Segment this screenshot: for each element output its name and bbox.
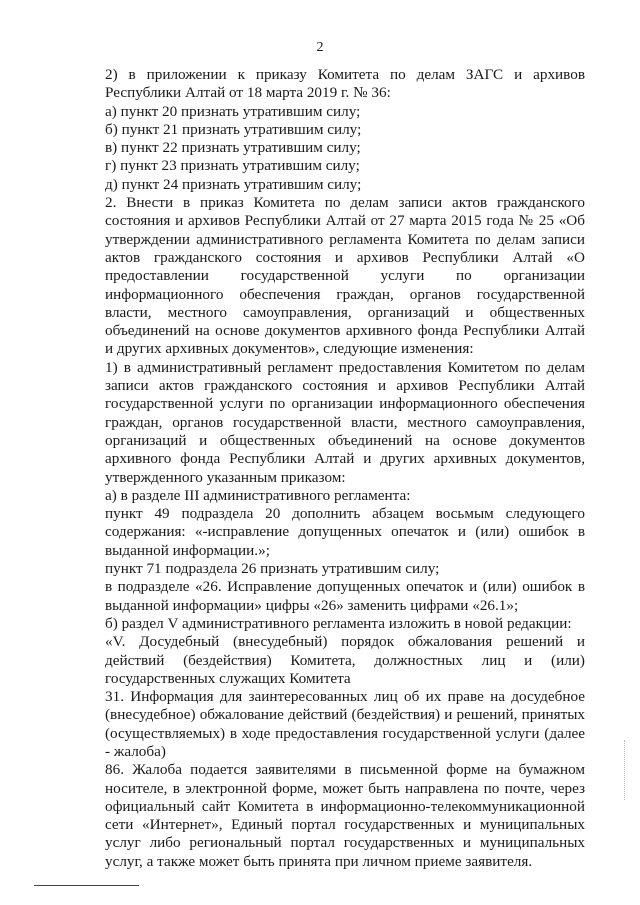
- paragraph-item-a: а) пункт 20 признать утратившим силу;: [105, 102, 361, 120]
- document-body: [105, 66, 585, 871]
- paragraph-regulation-changes: 1) в административный регламент предоставления Комитетом по делам записи актов гражданского состояния и архивов Республики Алтай государственной услуги по организации информационного обеспечения граждан, органов государственной власти, местного самоуправления, организаций и общественных объединений на основе документов архивного фонда Республики Алтай и других архивных документов, утвержденного указанным приказом:: [105, 358, 585, 486]
- paragraph-item-b: б) пункт 21 признать утратившим силу;: [105, 120, 362, 138]
- paragraph-item-g: г) пункт 23 признать утратившим силу;: [105, 157, 360, 175]
- paragraph-point-86: 86. Жалоба подается заявителями в письменной форме на бумажном носителе, в электронной форме, может быть направлена по почте, через официальный сайт Комитета в информационно-телекоммуникационной сети «Интернет», Единый портал государственных и муниципальных услуг либо региональный портал государственных и муниципальных услуг, а также может быть принята при личном приеме заявителя.: [105, 761, 585, 870]
- paragraph-appendix-amendment: 2) в приложении к приказу Комитета по делам ЗАГС и архивов Республики Алтай от 18 марта 2019 г. № 36:: [105, 66, 585, 102]
- paragraph-point-49: пункт 49 подраздела 20 дополнить абзацем восьмым следующего содержания: «-исправление допущенных опечаток и (или) ошибок в выданной информации.»;: [105, 505, 585, 559]
- page-number: 2: [316, 40, 324, 55]
- paragraph-point-31: 31. Информация для заинтересованных лиц об их праве на досудебное (внесудебное) обжалование действий (бездействия) и решений, принятых (осуществляемых) в ходе предоставления государственной услуги (далее - жалоба): [105, 688, 585, 760]
- paragraph-point-71: пункт 71 подраздела 26 признать утратившим силу;: [105, 560, 440, 578]
- paragraph-item-v: в) пункт 22 признать утратившим силу;: [105, 139, 361, 157]
- paragraph-subsection-26: в подразделе «26. Исправление допущенных опечаток и (или) ошибок в выданной информации» цифры «26» заменить цифрами «26.1»;: [105, 578, 585, 614]
- scan-margin-mark: [624, 740, 626, 800]
- paragraph-item-d: д) пункт 24 признать утратившим силу;: [105, 175, 362, 193]
- paragraph-section-v-title: «V. Досудебный (внесудебный) порядок обжалования решений и действий (бездействия) Комитета, должностных лиц и (или) государственных служащих Комитета: [105, 633, 585, 687]
- footer-rule: [34, 885, 139, 886]
- paragraph-section-v: б) раздел V административного регламента изложить в новой редакции:: [105, 614, 572, 632]
- paragraph-section-iii: а) в разделе III административного регламента:: [105, 486, 411, 504]
- paragraph-section-2: 2. Внести в приказ Комитета по делам записи актов гражданского состояния и архивов Республики Алтай от 27 марта 2015 года № 25 «Об утверждении административного регламента Комитета по делам записи актов гражданского состояния и архивов Республики Алтай «О предоставлении государственной услуги по организации информационного обеспечения граждан, органов государственной власти, местного самоуправления, организаций и общественных объединений на основе документов архивного фонда Республики Алтай и других архивных документов», следующие изменения:: [105, 194, 585, 358]
